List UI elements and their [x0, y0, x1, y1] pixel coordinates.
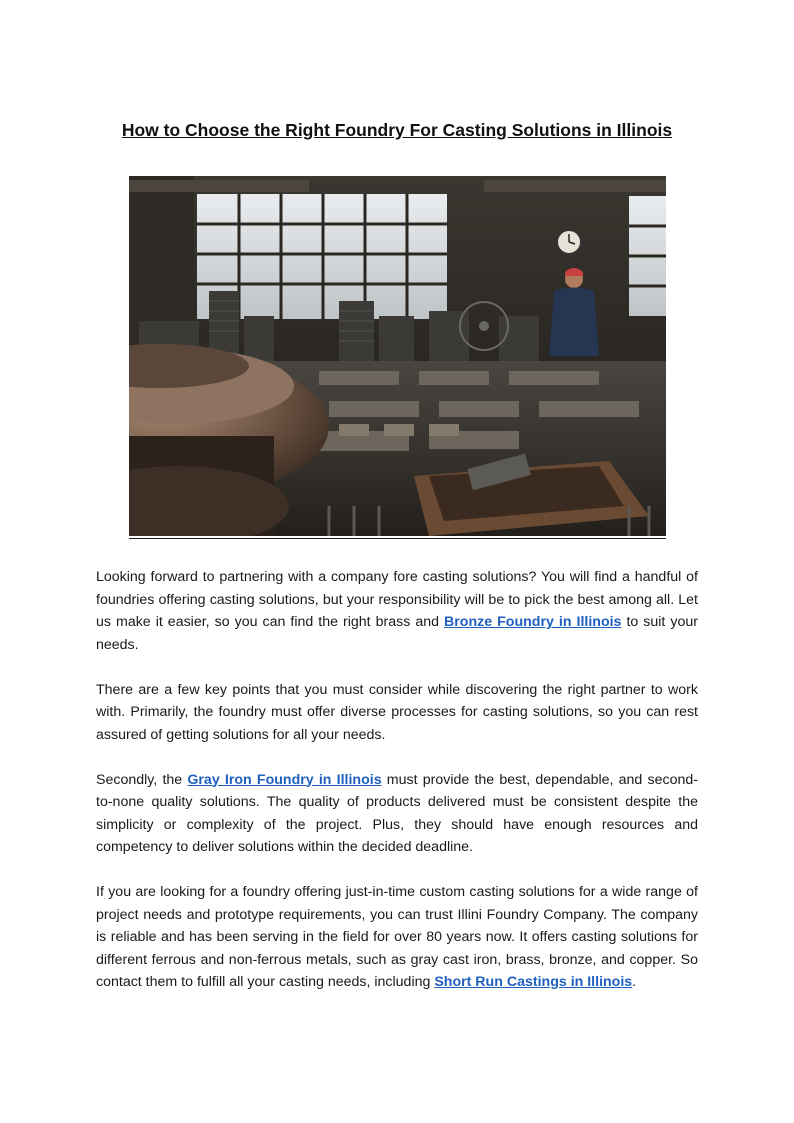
paragraph-secondly-text: Secondly, the	[96, 771, 188, 788]
paragraph-conclusion-text: If you are looking for a foundry offering just-in-time custom casting solutions for a wide range of project needs and prototype requirements, you can trust Illini Foundry Company. The company is reliable and has been serving in the field for over 80 years now. It offers casting solutions for different ferrous and non-ferrous metals, such as gray cast iron, brass, bronze, and copper. So contact them to fulfill all your casting needs, including	[96, 884, 698, 990]
foundry-photo	[129, 176, 666, 539]
paragraph-intro-text: Looking forward to partnering with a company fore casting solutions? You will find a handful of foundries offering casting solutions, but your responsibility will be to pick the best among all. Let us make it easier, so you can find the right brass and	[96, 569, 698, 630]
paragraph-secondly-text-end: must provide the best, dependable, and second-to-none quality solutions. The quality of products delivered must be consistent despite the simplicity or complexity of the project. Plus, they should have enough resources and competency to deliver solutions within the decided deadline.	[96, 771, 698, 855]
page-title: How to Choose the Right Foundry For Casting Solutions in Illinois	[121, 120, 673, 140]
paragraph-secondly	[96, 769, 698, 859]
paragraph-conclusion-text-end: .	[632, 974, 637, 990]
bronze-foundry-link[interactable]: Bronze Foundry in Illinois	[444, 614, 622, 630]
short-run-castings-link[interactable]: Short Run Castings in Illinois	[434, 974, 633, 990]
paragraph-conclusion	[96, 881, 698, 994]
gray-iron-foundry-link[interactable]: Gray Iron Foundry in Illinois	[187, 771, 382, 788]
paragraph-intro-text-end: to suit your needs.	[96, 614, 698, 653]
article-body	[96, 566, 698, 1016]
foundry-interior-image	[129, 176, 666, 536]
paragraph-key-points: There are a few key points that you must consider while discovering the right partner to work with. Primarily, the foundry must offer diverse processes for casting solutions, so you can rest assured of getting solutions for all your needs.	[96, 681, 698, 743]
paragraph-intro	[96, 566, 698, 656]
